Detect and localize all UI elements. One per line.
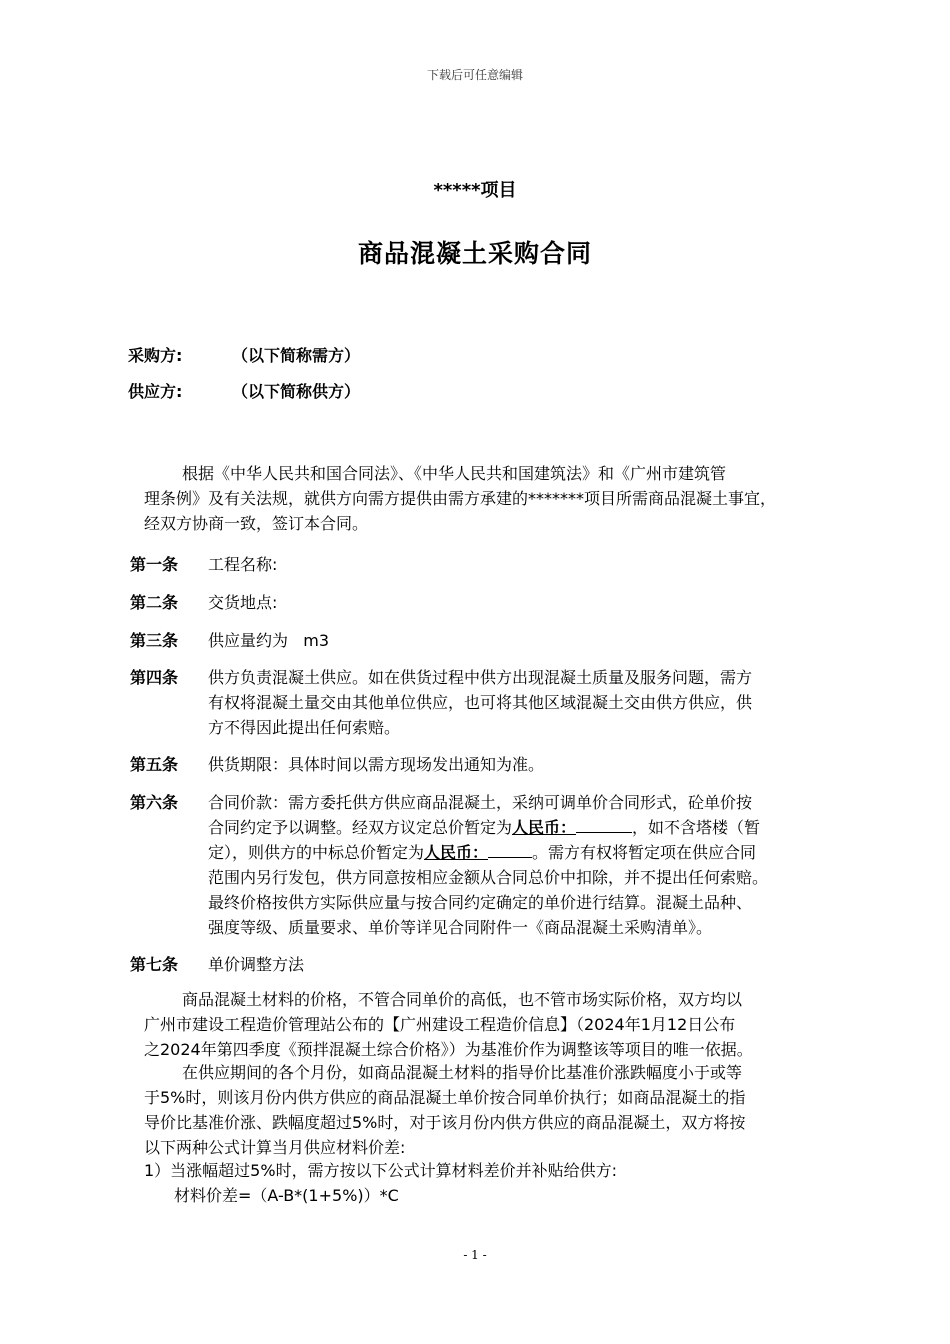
adjust-paragraph-1 bbox=[144, 987, 874, 1062]
clause-5 bbox=[130, 752, 860, 777]
clause-fragment: 。需方有权将暂定项在供应合同 bbox=[532, 843, 757, 862]
clause-text: 单价调整方法 bbox=[208, 955, 305, 974]
paragraph-line: 之2024年第四季度《预拌混凝土综合价格》）为基准价作为调整该等项目的唯一依据。 bbox=[144, 1040, 753, 1059]
buyer-line bbox=[128, 343, 360, 366]
clause-6 bbox=[130, 790, 860, 940]
clause-body bbox=[208, 665, 860, 740]
supplier-note: （以下简称供方） bbox=[232, 382, 361, 401]
amount-blank bbox=[488, 843, 532, 858]
intro-line: 理条例》及有关法规，就供方向需方提供由需方承建的*******项目所需商品混凝土事宜， bbox=[144, 489, 777, 508]
clause-line: 有权将混凝土量交由其他单位供应，也可将其他区域混凝土交由供方供应，供 bbox=[208, 693, 753, 712]
formula: 材料价差=（A-B*(1+5%)）*C bbox=[174, 1186, 399, 1205]
paragraph-line: 以下两种公式计算当月供应材料价差: bbox=[144, 1138, 406, 1157]
clause-number: 第六条 bbox=[130, 793, 179, 812]
clause-line: 范围内另行发包，供方同意按相应金额从合同总价中扣除，并不提出任何索赔。 bbox=[208, 868, 769, 887]
clause-line: 最终价格按供方实际供应量与按合同约定确定的单价进行结算。混凝土品种、 bbox=[208, 893, 753, 912]
rmb-label: 人民币： bbox=[424, 843, 489, 862]
paragraph-line: 于5%时，则该月份内供方供应的商品混凝土单价按合同单价执行；如商品混凝土的指 bbox=[144, 1088, 746, 1107]
clause-line: 方不得因此提出任何索赔。 bbox=[208, 718, 401, 737]
paragraph-line: 广州市建设工程造价管理站公布的【广州建设工程造价信息】（2024年1月12日公布 bbox=[144, 1015, 736, 1034]
clause-text: 供应量约为 m3 bbox=[208, 631, 330, 650]
clause-2 bbox=[130, 590, 860, 615]
clause-number: 第二条 bbox=[130, 593, 179, 612]
clause-number: 第四条 bbox=[130, 668, 179, 687]
project-title: *****项目 bbox=[433, 180, 517, 201]
clause-line: 强度等级、质量要求、单价等详见合同附件一《商品混凝土采购清单》。 bbox=[208, 918, 713, 937]
rmb-label: 人民币： bbox=[512, 818, 577, 837]
clause-line: 供方负责混凝土供应。如在供货过程中供方出现混凝土质量及服务问题，需方 bbox=[208, 668, 753, 687]
intro-paragraph bbox=[144, 461, 874, 536]
clause-3 bbox=[130, 628, 860, 653]
adjust-paragraph-2 bbox=[144, 1060, 874, 1160]
buyer-note: （以下简称需方） bbox=[232, 346, 361, 365]
paragraph-line: 在供应期间的各个月份，如商品混凝土材料的指导价比基准价涨跌幅度小于或等 bbox=[182, 1063, 743, 1082]
supplier-line bbox=[128, 379, 360, 402]
buyer-label: 采购方: bbox=[128, 346, 183, 365]
clause-line: 合同价款：需方委托供方供应商品混凝土，采纳可调单价合同形式，砼单价按 bbox=[208, 793, 753, 812]
clause-body bbox=[208, 790, 860, 940]
clause-number: 第一条 bbox=[130, 555, 179, 574]
clause-fragment: ，如不含塔楼（暂 bbox=[632, 818, 761, 837]
intro-line: 根据《中华人民共和国合同法》、《中华人民共和国建筑法》和《广州市建筑管 bbox=[182, 464, 727, 483]
contract-title: 商品混凝土采购合同 bbox=[357, 239, 592, 268]
list-item: 1）当涨幅超过5%时，需方按以下公式计算材料差价并补贴给供方: bbox=[144, 1161, 617, 1180]
intro-line: 经双方协商一致，签订本合同。 bbox=[144, 514, 369, 533]
clause-fragment: 定），则供方的中标总价暂定为 bbox=[208, 843, 425, 862]
clause-text: 工程名称: bbox=[208, 555, 278, 574]
clause-4 bbox=[130, 665, 860, 740]
clause-line bbox=[208, 815, 860, 840]
header-note: 下载后可任意编辑 bbox=[426, 68, 523, 82]
adjust-item-1 bbox=[144, 1158, 874, 1208]
clause-text: 交货地点: bbox=[208, 593, 278, 612]
clause-number: 第七条 bbox=[130, 955, 179, 974]
paragraph-line: 导价比基准价涨、跌幅度超过5%时，对于该月份内供方供应的商品混凝土，双方将按 bbox=[144, 1113, 746, 1132]
page-number: - 1 - bbox=[463, 1248, 487, 1262]
paragraph-line: 商品混凝土材料的价格，不管合同单价的高低，也不管市场实际价格，双方均以 bbox=[182, 990, 743, 1009]
clause-text: 供货期限：具体时间以需方现场发出通知为准。 bbox=[208, 755, 545, 774]
supplier-label: 供应方: bbox=[128, 382, 183, 401]
amount-blank bbox=[576, 818, 632, 833]
clause-fragment: 合同约定予以调整。经双方议定总价暂定为 bbox=[208, 818, 513, 837]
clause-7 bbox=[130, 952, 860, 977]
clause-number: 第五条 bbox=[130, 755, 179, 774]
clause-number: 第三条 bbox=[130, 631, 179, 650]
clause-line bbox=[208, 840, 860, 865]
clause-1 bbox=[130, 552, 860, 577]
